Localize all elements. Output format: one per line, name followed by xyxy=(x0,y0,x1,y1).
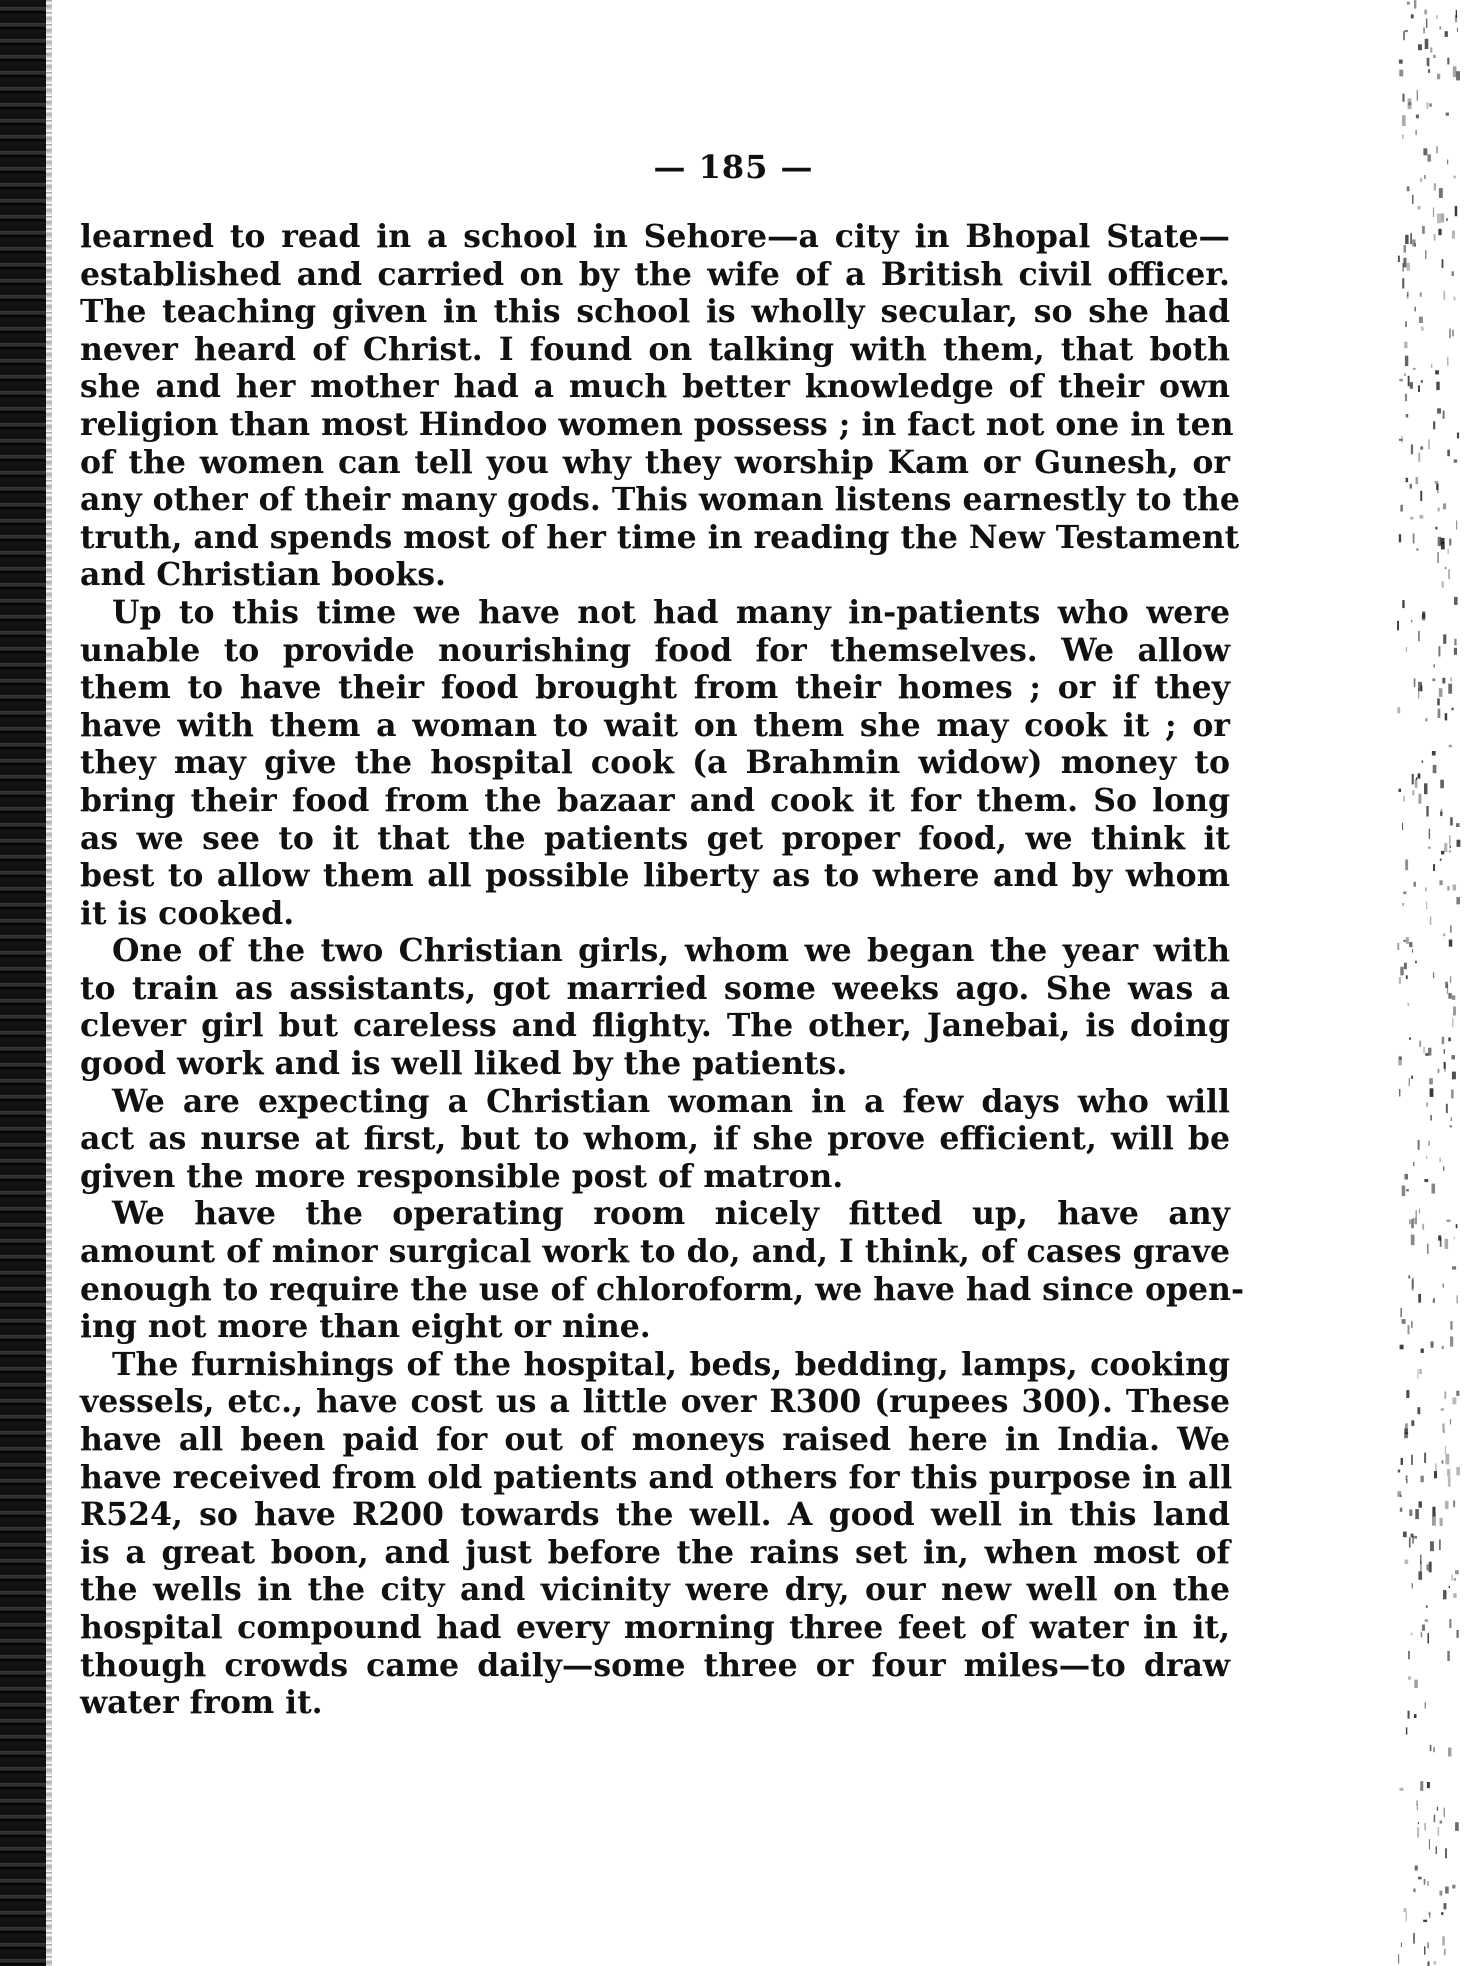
text-line: good work and is well liked by the patients. xyxy=(80,1045,848,1083)
text-line: water from it. xyxy=(80,1684,323,1722)
text-line: We have the operating room nicely fitted up, have any xyxy=(112,1195,1230,1233)
scan-binding-edge xyxy=(0,0,46,1966)
text-line: established and carried on by the wife of a British civil officer. xyxy=(80,255,1230,293)
text-line: have with them a woman to wait on them she may cook it ; or xyxy=(80,706,1230,744)
text-line: the wells in the city and vicinity were dry, our new well on the xyxy=(80,1571,1230,1609)
text-line: never heard of Christ. I found on talking with them, that both xyxy=(80,330,1230,368)
text-line: vessels, etc., have cost us a little over R300 (rupees 300). These xyxy=(80,1383,1230,1421)
text-line: she and her mother had a much better knowledge of their own xyxy=(80,368,1230,406)
text-line: to train as assistants, got married some weeks ago. She was a xyxy=(80,969,1230,1007)
text-line: The furnishings of the hospital, beds, bedding, lamps, cooking xyxy=(112,1345,1230,1383)
text-line: unable to provide nourishing food for themselves. We allow xyxy=(80,631,1230,669)
text-line: it is cooked. xyxy=(80,894,295,932)
text-line: Up to this time we have not had many in-patients who were xyxy=(112,593,1230,631)
text-line: act as nurse at first, but to whom, if she prove efficient, will be xyxy=(80,1120,1230,1158)
text-line: have received from old patients and others for this purpose in all xyxy=(80,1458,1233,1496)
text-line: enough to require the use of chloroform, we have had since open- xyxy=(80,1270,1245,1308)
text-line: have all been paid for out of moneys raised here in India. We xyxy=(80,1421,1230,1458)
text-line: though crowds came daily—some three or four miles—to draw xyxy=(80,1646,1230,1684)
body-text xyxy=(80,218,1245,1722)
text-line: We are expecting a Christian woman in a few days who will xyxy=(112,1082,1230,1120)
page-number: — 185 — xyxy=(653,148,814,186)
text-line: they may give the hospital cook (a Brahmin widow) money to xyxy=(80,744,1230,782)
text-line: religion than most Hindoo women possess ; in fact not one in ten xyxy=(80,405,1234,443)
text-line: them to have their food brought from their homes ; or if they xyxy=(80,669,1230,707)
text-line: best to allow them all possible liberty as to where and by whom xyxy=(80,857,1230,895)
text-line: truth, and spends most of her time in reading the New Testament xyxy=(80,518,1240,556)
text-line: One of the two Christian girls, whom we began the year with xyxy=(112,932,1230,970)
text-line: given the more responsible post of matron. xyxy=(80,1157,844,1195)
text-line: of the women can tell you why they worship Kam or Gunesh, or xyxy=(80,443,1230,481)
text-line: ing not more than eight or nine. xyxy=(80,1308,651,1346)
text-line: R524, so have R200 towards the well. A good well in this land xyxy=(80,1496,1230,1534)
text-line: bring their food from the bazaar and cook it for them. So long xyxy=(80,781,1230,819)
text-line: any other of their many gods. This woman listens earnestly to the xyxy=(80,481,1240,519)
text-line: The teaching given in this school is wholly secular, so she had xyxy=(80,293,1230,331)
text-line: hospital compound had every morning three feet of water in it, xyxy=(80,1608,1230,1646)
text-line: amount of minor surgical work to do, and, I think, of cases grave xyxy=(80,1233,1230,1271)
scan-margin-speckle xyxy=(1387,0,1467,1966)
text-line: clever girl but careless and flighty. The other, Janebai, is doing xyxy=(80,1007,1230,1045)
text-line: learned to read in a school in Sehore—a city in Bhopal State— xyxy=(80,218,1230,255)
text-line: and Christian books. xyxy=(80,556,446,594)
text-line: as we see to it that the patients get proper food, we think it xyxy=(80,819,1230,857)
text-line: is a great boon, and just before the rains set in, when most of xyxy=(80,1533,1230,1571)
